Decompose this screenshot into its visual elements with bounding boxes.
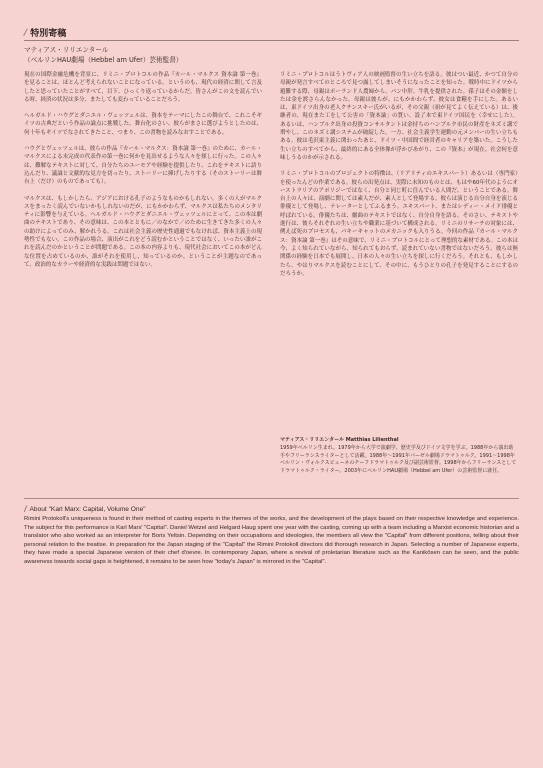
left-paragraph-4: マルクスは、もしかしたら、アジアにおける孔子のようなものかもしれない。多くの人がマルクスをまったく読んでいないかもしれないのだが、にもかかわらず、マルクスは私たちのメンタリティに影響を与えている。ヘルガルド・ハウグとダニエル・ヴェッツェルにとって、この本は劇曲のテキストであり、その意味は、この本とともに／のなかで／のために生きてきた多くの人々の助けによってのみ、解かれうる。これは社会主義の歴史性通過でもなければ、資本主義上の現勢性でもない。この作品の場合、演出がこれをどう読むかということではなく、いったい誰がこれを読んだのかということが問題である。この本の内容よりも、現代社会においてこの本がどんな位置を占めているのか、誰がそれを使用し、知っているのか。ということが主題なのであって、政治的なカラーや経済的な実践は問題ではない。	[24, 195, 262, 268]
author-block	[24, 45, 182, 65]
right-column	[280, 71, 518, 421]
author-affiliation: （ベルリンHAU劇場（Hebbel am Ufer）芸術監督）	[24, 56, 183, 64]
about-title	[24, 505, 519, 514]
author-bio	[280, 437, 518, 475]
bio-heading: マティアス・リリエンタール Matthias Lilienthal	[280, 437, 399, 443]
left-paragraph-2: ヘルガルド・ハウグとダニエル・ヴェッツェルは、資本をテーマにしたこの舞台で、これこそギイツの古典だという作品の論点に挑戦した。舞台化のさい、彼らがまさに選びようとしたのは、何十年もギイツでなされてきたこと、つまり、この書物を読みなおすことである。	[24, 113, 262, 136]
author-name: マティアス・リリエンタール	[24, 46, 109, 54]
section-divider	[24, 498, 519, 499]
about-section	[24, 505, 519, 567]
left-paragraph-1: 現在の国際金融危機を背景に、リミニ・プロトコルの作品『カール・マルクス 資本論 第一巻』を見ることは、ほとんど考えられないことになっている。というのも、現代の経済に関して言及したと思っていたことがすべて、目下、ひっくり返っているからだ。皆さんがこの文を読んでいる時、経済の状況は多分、またしても変わっていることだろう。	[24, 72, 262, 103]
section-title	[24, 26, 66, 39]
section-title-text: 特別寄稿	[30, 29, 67, 39]
title-rule	[24, 40, 519, 41]
left-paragraph-3: ハウグとヴェッツェルは、彼らの作品『カール・マルクス：資本論 第一巻』のために、カール・マルクスによる未完成の代表作の第一巻に何かを見出せるような人々を探しに行った。この人々は、難解なテキストに対して、自分たちのユーモアや経験を提供したり、これをテキストに語り込んだり、議論と文献的な見方を切ったり、ストーリーに挿げしたりする（そのストーリーは舞台上（だけ）のものであっても）。	[24, 146, 262, 186]
right-paragraph-2: リミニ・プロトコルのプロジェクトの特徴は、（リアリティのエキスパート）あるいは（専門家）を使ったんどの作業である。彼らの出発点は、実際に未知のものとは、もはや60年代のようにオーストラリアのアポリジーではなく、自分と同じ町に住んでいる人間だ、ということである。舞台上の人々は、演劇に関しては素人だが、素人として登場する。彼らは演じる自分自身を演じる俳優として登場し、ナレーターとしてふるまう。エキスパート、またはレディー・メイド俳優と呼ばれている。俳優たちは、劇曲のテキストではなく、自分自身を語る。そのさい、テキストや進行は、彼らそれぞれの生い立ちや職業に基づいて構成される。リミニのリサーチの対象には、例えば死のプロセスも、パキーキャットのメカニックも入りうる。今回の作品『カール・マルクス：資本論 第一巻』はその意味で、リミニ・プロトコルにとって理想的な素材である。この本は今、よく知られていながら、知られてもおらず、読まれていない書物ではないだろう。彼らは無関係の経験を日本でも展開し、日本の人々の生い立ちを探しに行くだろう。それとも、もしかしたら、やはりマルクスを読むことにして、その中に、もうひとりの孔子を発見することにするのだろうか。	[280, 171, 518, 277]
about-body: Rimini Protokoll's uniqueness is found in their method of casting experts in the themes of the works, and the development of the plays based on their respective knowledge and experience. The subject for this performance is Karl Marx' "Capital". Daniel Wetzel and Helgard Haug spent one year with the casting, coming up with a team including a Marxist economic historian and a translator who also worked as an interpreter for Boris Yeltsin. Depending on their occupations and ideologies, the members all view the "Capital" from different positions, telling about their personal relation to the treatise. In preparation for the Japan staging of the "Capital" the Rimini Protokoll directors did thorough research in Japan. Selecting a number of Japanese experts, they have made a special Japanese version of their chef d'oevre. In contemporary Japan, where a revival of proletarian literature such as the Kanikōsen can be seen, and the public awareness towards social gaps is heightened, it remains to be seen how "today's Japan" is mirrored in the "Capital".	[24, 516, 519, 565]
slash-icon: /	[24, 504, 27, 514]
bio-body: 1959年ベルリン生まれ。1979年から大学で演劇学、歴史学及びドイツ文学を学ぶ。1988年から演出助手やフリーランスライターとして活躍。1988年〜1991年バーゼル劇場ドラマトゥルク。1991〜1998年ベルリン・ヴォルクスビューネのチーフドラマトゥルク及び副芸術監督。1998年からフリーランスとしてドラマトゥルク・ライター。2003年にベルリンHAU劇場（Hebbel am Ufer）の芸術監督に就任。	[280, 445, 517, 474]
right-paragraph-1: リミニ・プロトコルはうトヴィア人の映画監督の生い立ちを語る。彼はつい最近、かつて自分の母親が発言すべてのところで見つ露してしまいそうになったことを知った。戦時中にドイツから避難する際、母親はポーランド人農婦から、パン中肝、牛乳を提供された。孫子はその金額をしたは金を渡さらんなかった。母親は彼らが、にもかかわらず、彼女は食糧を手にした。あるいは、東ドイツ出身の老人クチンスキー氏がいるが、その父親（祖が見てよく伝えている）は、後継者の、現在また工をして公害の「資本論」の質い、設了本で東ドイツ国民を（幸せにした）。あるいは、ハンブルク出身の投資コンサルタントは金持ちのハンブルク市民の財産をネズミ講で増やし、このネズミ講システムが破綻した。一方、社会主義学生運動の元メンバーの生い立ちもある。彼は毛沢東主義に関わったあと、ドイツ・中国間で経営者のキャリアを築いた。こうした生い立ちのすべてから、最終的にある全体像が浮かびあがり、この『資本』が現在、社会何を意味しうるのかが示される。	[280, 72, 518, 161]
slash-icon: /	[24, 27, 28, 38]
left-column	[24, 71, 262, 471]
about-title-text: About "Karl Marx: Capital, Volume One"	[29, 506, 146, 513]
